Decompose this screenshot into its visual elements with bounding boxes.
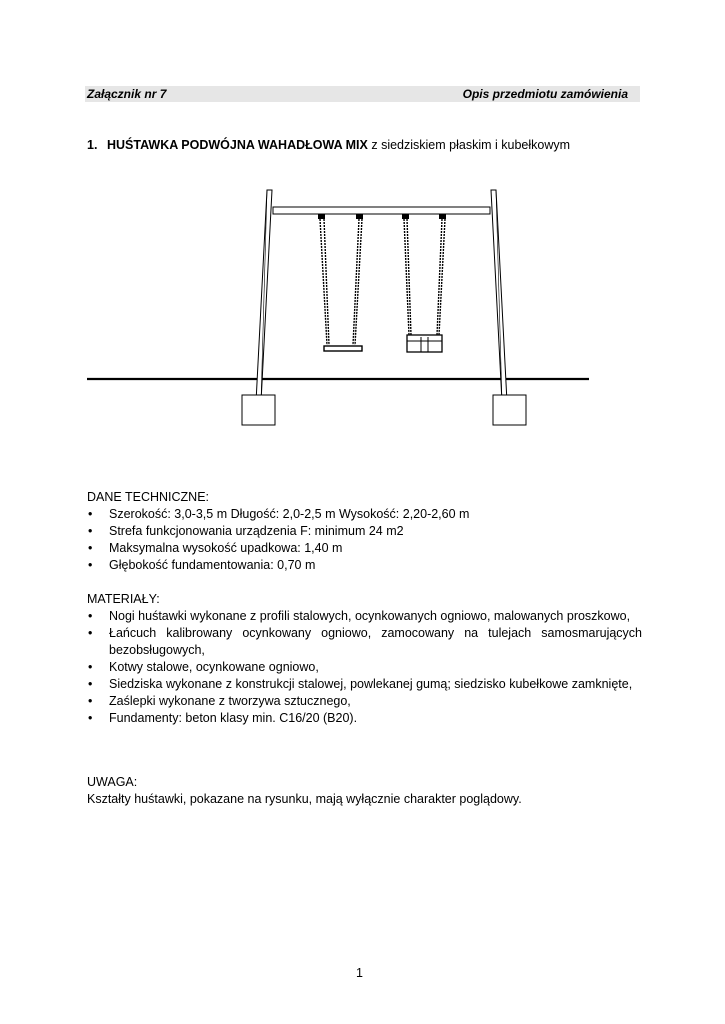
- bullet-icon: •: [88, 677, 93, 691]
- left-foundation: [242, 395, 275, 425]
- item-name: HUŚTAWKA PODWÓJNA WAHADŁOWA MIX: [107, 138, 368, 152]
- bullet-icon: •: [88, 524, 93, 538]
- bullet-icon: •: [88, 694, 93, 708]
- list-item: • Maksymalna wysokość upadkowa: 1,40 m: [88, 541, 343, 555]
- list-item: • Głębokość fundamentowania: 0,70 m: [88, 558, 316, 572]
- header-bar: [85, 86, 640, 102]
- bullet-icon: •: [88, 711, 93, 725]
- bucket-seat-chains: [404, 219, 445, 335]
- page-number: 1: [356, 966, 363, 980]
- bullet-icon: •: [88, 558, 93, 572]
- technical-data-label: DANE TECHNICZNE:: [87, 490, 210, 504]
- list-item: • Zaślepki wykonane z tworzywa sztucznego,: [88, 694, 351, 708]
- flat-seat: [324, 346, 362, 351]
- item-description: z siedziskiem płaskim i kubełkowym: [367, 138, 571, 152]
- bullet-icon: •: [88, 626, 93, 640]
- list-item: • Kotwy stalowe, ocynkowane ogniowo,: [88, 660, 319, 674]
- note-text: Kształty huśtawki, pokazane na rysunku, mają wyłącznie charakter poglądowy.: [87, 792, 522, 806]
- materials-list: [87, 608, 642, 727]
- bullet-icon: •: [88, 541, 93, 555]
- bullet-icon: •: [88, 609, 93, 623]
- bullet-icon: •: [88, 507, 93, 521]
- attachment-number: Załącznik nr 7: [87, 87, 167, 101]
- document-title: Opis przedmiotu zamówienia: [462, 87, 628, 101]
- list-item: • Nogi huśtawki wykonane z profili stalowych, ocynkowanych ogniowo, malowanych proszkowo,: [88, 609, 631, 623]
- list-item: • Łańcuch kalibrowany ocynkowany ogniowo, zamocowany na tulejach samosmarujących bezobsługowych,: [88, 626, 642, 657]
- materials-label: MATERIAŁY:: [87, 592, 160, 606]
- list-item: • Fundamenty: beton klasy min. C16/20 (B20).: [88, 711, 358, 725]
- materials-section: [87, 591, 642, 727]
- right-foundation: [493, 395, 526, 425]
- list-item: • Strefa funkcjonowania urządzenia F: minimum 24 m2: [88, 524, 404, 538]
- item-number: 1.: [87, 138, 98, 152]
- bullet-icon: •: [88, 660, 93, 674]
- technical-data-list: [87, 506, 642, 574]
- swing-drawing: [85, 180, 595, 430]
- bucket-seat: [407, 335, 442, 352]
- technical-data-section: [87, 489, 642, 574]
- list-item: • Siedziska wykonane z konstrukcji stalowej, powlekanej gumą; siedzisko kubełkowe zamknięte,: [88, 677, 633, 691]
- top-beam: [273, 207, 490, 214]
- note-label: UWAGA:: [87, 775, 138, 789]
- list-item: • Szerokość: 3,0-3,5 m Długość: 2,0-2,5 m Wysokość: 2,20-2,60 m: [88, 507, 470, 521]
- flat-seat-chains: [320, 219, 362, 345]
- item-title: [87, 138, 570, 152]
- note-section: [87, 774, 642, 808]
- chain-hooks: [318, 214, 446, 219]
